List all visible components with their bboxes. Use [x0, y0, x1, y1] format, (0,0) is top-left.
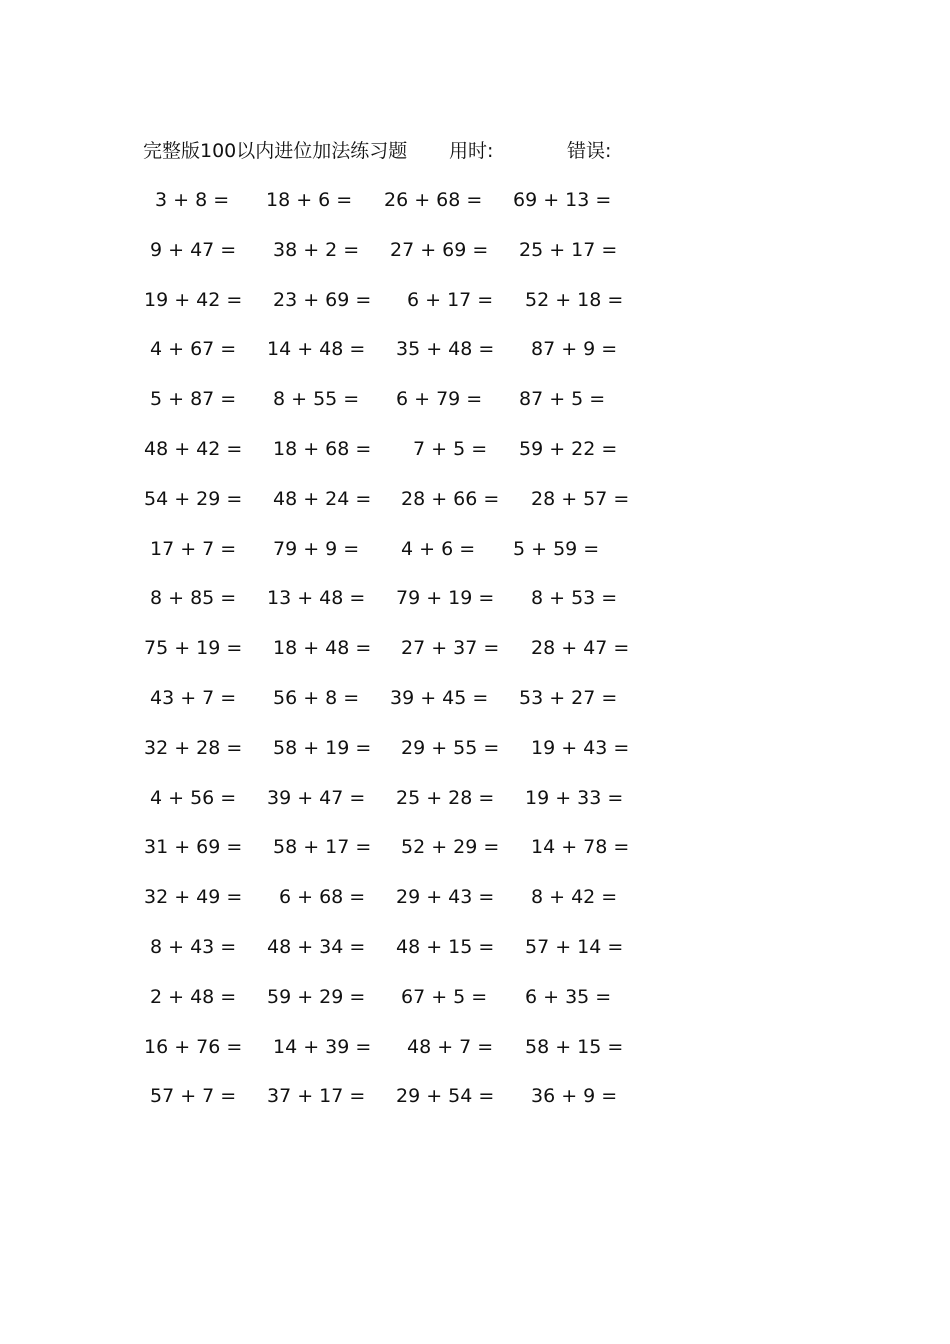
- addition-problem: 37 + 17 =: [267, 1085, 366, 1108]
- addition-problem: 29 + 54 =: [396, 1085, 495, 1108]
- addition-problem: 25 + 17 =: [519, 238, 618, 261]
- problem-row: [0, 384, 950, 414]
- addition-problem: 48 + 7 =: [407, 1035, 494, 1058]
- addition-problem: 53 + 27 =: [519, 687, 618, 709]
- addition-problem: 14 + 48 =: [267, 338, 366, 361]
- addition-problem: 9 + 47 =: [150, 238, 237, 261]
- addition-problem: 67 + 5 =: [401, 985, 488, 1008]
- problem-row: [0, 982, 950, 1012]
- problem-row: [0, 334, 950, 364]
- addition-problem: 3 + 8 =: [155, 189, 230, 211]
- addition-problem: 8 + 53 =: [531, 587, 618, 610]
- addition-problem: 6 + 35 =: [525, 985, 612, 1008]
- addition-problem: 57 + 14 =: [525, 936, 624, 958]
- problem-row: [0, 932, 950, 962]
- addition-problem: 56 + 8 =: [273, 687, 360, 709]
- addition-problem: 2 + 48 =: [150, 985, 237, 1008]
- addition-problem: 4 + 56 =: [150, 786, 237, 809]
- addition-problem: 38 + 2 =: [273, 238, 360, 261]
- addition-problem: 28 + 47 =: [531, 637, 630, 660]
- addition-problem: 25 + 28 =: [396, 786, 495, 809]
- problem-row: [0, 783, 950, 813]
- addition-problem: 29 + 55 =: [401, 736, 500, 759]
- addition-problem: 79 + 19 =: [396, 587, 495, 610]
- addition-problem: 6 + 17 =: [407, 288, 494, 311]
- time-used-label: 用时:: [449, 140, 494, 162]
- addition-problem: 48 + 15 =: [396, 936, 495, 958]
- problem-row: [0, 633, 950, 663]
- addition-problem: 58 + 17 =: [273, 836, 372, 859]
- addition-problem: 14 + 78 =: [531, 836, 630, 859]
- addition-problem: 6 + 68 =: [279, 886, 366, 909]
- problem-row: [0, 285, 950, 315]
- addition-problem: 52 + 18 =: [525, 288, 624, 311]
- addition-problem: 57 + 7 =: [150, 1085, 237, 1108]
- addition-problem: 19 + 43 =: [531, 736, 630, 759]
- problem-row: [0, 683, 950, 713]
- addition-problem: 27 + 69 =: [390, 238, 489, 261]
- problem-row: [0, 484, 950, 514]
- addition-problem: 19 + 33 =: [525, 786, 624, 809]
- addition-problem: 18 + 6 =: [266, 189, 353, 211]
- addition-problem: 8 + 43 =: [150, 936, 237, 958]
- addition-problem: 31 + 69 =: [144, 836, 243, 859]
- addition-problem: 8 + 55 =: [273, 388, 360, 411]
- addition-problem: 52 + 29 =: [401, 836, 500, 859]
- addition-problem: 35 + 48 =: [396, 338, 495, 361]
- addition-problem: 27 + 37 =: [401, 637, 500, 660]
- addition-problem: 59 + 22 =: [519, 438, 618, 460]
- addition-problem: 4 + 67 =: [150, 338, 237, 361]
- problem-row: [0, 882, 950, 912]
- addition-problem: 17 + 7 =: [150, 537, 237, 560]
- addition-problem: 29 + 43 =: [396, 886, 495, 909]
- addition-problem: 14 + 39 =: [273, 1035, 372, 1058]
- addition-problem: 18 + 68 =: [273, 438, 372, 460]
- addition-problem: 32 + 49 =: [144, 886, 243, 909]
- addition-problem: 54 + 29 =: [144, 487, 243, 510]
- problem-row: [0, 733, 950, 763]
- addition-problem: 59 + 29 =: [267, 985, 366, 1008]
- addition-problem: 39 + 47 =: [267, 786, 366, 809]
- addition-problem: 28 + 66 =: [401, 487, 500, 510]
- addition-problem: 23 + 69 =: [273, 288, 372, 311]
- addition-problem: 26 + 68 =: [384, 189, 483, 211]
- problem-row: [0, 235, 950, 265]
- addition-problem: 8 + 42 =: [531, 886, 618, 909]
- addition-problem: 5 + 87 =: [150, 388, 237, 411]
- addition-problem: 36 + 9 =: [531, 1085, 618, 1108]
- addition-problem: 32 + 28 =: [144, 736, 243, 759]
- problem-row: [0, 185, 950, 215]
- addition-problem: 87 + 5 =: [519, 388, 606, 411]
- addition-problem: 43 + 7 =: [150, 687, 237, 709]
- addition-problem: 75 + 19 =: [144, 637, 243, 660]
- addition-problem: 19 + 42 =: [144, 288, 243, 311]
- problem-row: [0, 534, 950, 564]
- addition-problem: 87 + 9 =: [531, 338, 618, 361]
- worksheet-title: 完整版100以内进位加法练习题: [143, 140, 408, 162]
- addition-problem: 13 + 48 =: [267, 587, 366, 610]
- addition-problem: 58 + 15 =: [525, 1035, 624, 1058]
- addition-problem: 8 + 85 =: [150, 587, 237, 610]
- addition-problem: 58 + 19 =: [273, 736, 372, 759]
- addition-problem: 7 + 5 =: [413, 438, 488, 460]
- addition-problem: 5 + 59 =: [513, 537, 600, 560]
- addition-problem: 48 + 42 =: [144, 438, 243, 460]
- addition-problem: 4 + 6 =: [401, 537, 476, 560]
- addition-problem: 69 + 13 =: [513, 189, 612, 211]
- addition-problem: 48 + 24 =: [273, 487, 372, 510]
- addition-problem: 18 + 48 =: [273, 637, 372, 660]
- addition-problem: 6 + 79 =: [396, 388, 483, 411]
- problem-row: [0, 1081, 950, 1111]
- addition-problem: 79 + 9 =: [273, 537, 360, 560]
- problem-row: [0, 583, 950, 613]
- problem-row: [0, 832, 950, 862]
- addition-problem: 28 + 57 =: [531, 487, 630, 510]
- problem-row: [0, 1032, 950, 1062]
- addition-problem: 16 + 76 =: [144, 1035, 243, 1058]
- errors-label: 错误:: [567, 140, 612, 162]
- addition-problem: 48 + 34 =: [267, 936, 366, 958]
- problem-row: [0, 434, 950, 464]
- addition-problem: 39 + 45 =: [390, 687, 489, 709]
